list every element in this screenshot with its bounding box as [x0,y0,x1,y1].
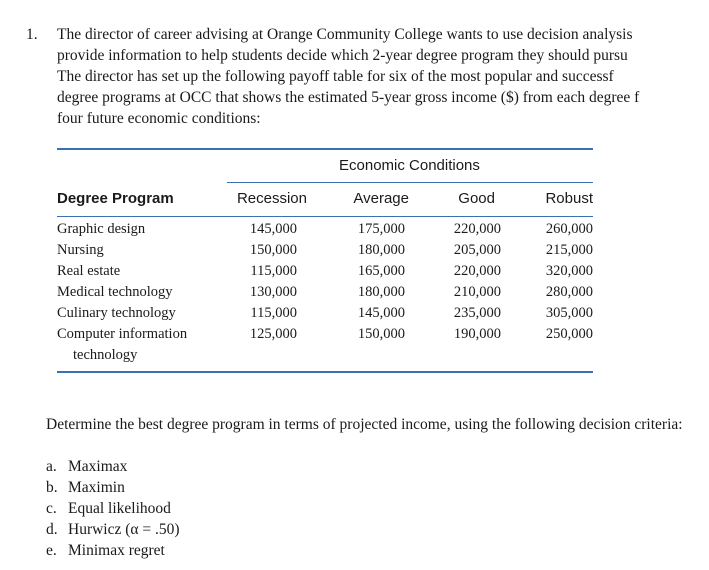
column-header-robust: Robust [545,190,593,207]
list-item [46,456,180,477]
table-row [57,305,593,326]
row-header: Degree Program [57,190,174,207]
option-letter: d. [46,521,58,538]
cell-value: 180,000 [357,242,405,258]
problem-number: 1. [26,26,38,43]
cell-value: 220,000 [453,221,501,237]
intro-line: degree programs at OCC that shows the estimated 5-year gross income ($) from each degree f [57,89,640,106]
row-name: Real estate [57,263,121,279]
table-row [57,242,593,263]
option-letter: c. [46,500,57,517]
cell-value: 180,000 [357,284,405,300]
cell-value: 125,000 [249,326,297,342]
intro-line: provide information to help students decide which 2-year degree program they should pursu [57,47,628,64]
problem-intro [57,24,709,129]
row-name: Graphic design [57,221,146,237]
list-item [46,519,180,540]
cell-value: 115,000 [250,263,297,279]
option-label: Maximax [68,458,128,475]
cell-value: 235,000 [453,305,501,321]
row-name: Computer information [57,326,188,342]
cell-value: 260,000 [545,221,593,237]
column-header-average: Average [353,190,409,207]
cell-value: 130,000 [249,284,297,300]
option-letter: b. [46,479,58,496]
cell-value: 175,000 [357,221,405,237]
group-header-rule [227,182,593,183]
cell-value: 305,000 [545,305,593,321]
table-bottom-rule [57,371,593,373]
table-row [57,221,593,242]
criteria-list [46,456,180,561]
option-label: Hurwicz (α = .50) [68,521,180,538]
intro-line: The director of career advising at Orange Community College wants to use decision analysis [57,26,633,43]
cell-value: 250,000 [545,326,593,342]
cell-value: 115,000 [250,305,297,321]
row-name: Nursing [57,242,104,258]
cell-value: 145,000 [357,305,405,321]
table-top-rule [57,148,593,150]
column-header-good: Good [458,190,495,207]
option-letter: a. [46,458,57,475]
intro-line: four future economic conditions: [57,110,261,127]
cell-value: 150,000 [249,242,297,258]
intro-line: The director has set up the following payoff table for six of the most popular and successf [57,68,614,85]
option-label: Minimax regret [68,542,165,559]
group-header: Economic Conditions [339,157,480,174]
cell-value: 165,000 [357,263,405,279]
header-rule [57,216,593,217]
table-row [57,284,593,305]
row-name: Medical technology [57,284,173,300]
question-text: Determine the best degree program in terms of projected income, using the following decision criteria: [46,416,683,433]
table-row [57,326,593,347]
cell-value: 145,000 [249,221,297,237]
cell-value: 205,000 [453,242,501,258]
option-label: Equal likelihood [68,500,171,517]
cell-value: 150,000 [357,326,405,342]
option-label: Maximin [68,479,125,496]
option-letter: e. [46,542,57,559]
cell-value: 190,000 [453,326,501,342]
cell-value: 320,000 [545,263,593,279]
table-row [57,263,593,284]
table-row-continuation [57,347,593,368]
list-item [46,498,180,519]
cell-value: 210,000 [453,284,501,300]
cell-value: 215,000 [545,242,593,258]
row-name-continuation: technology [73,347,138,363]
cell-value: 220,000 [453,263,501,279]
list-item [46,540,180,561]
list-item [46,477,180,498]
column-header-recession: Recession [236,190,307,207]
row-name: Culinary technology [57,305,176,321]
cell-value: 280,000 [545,284,593,300]
